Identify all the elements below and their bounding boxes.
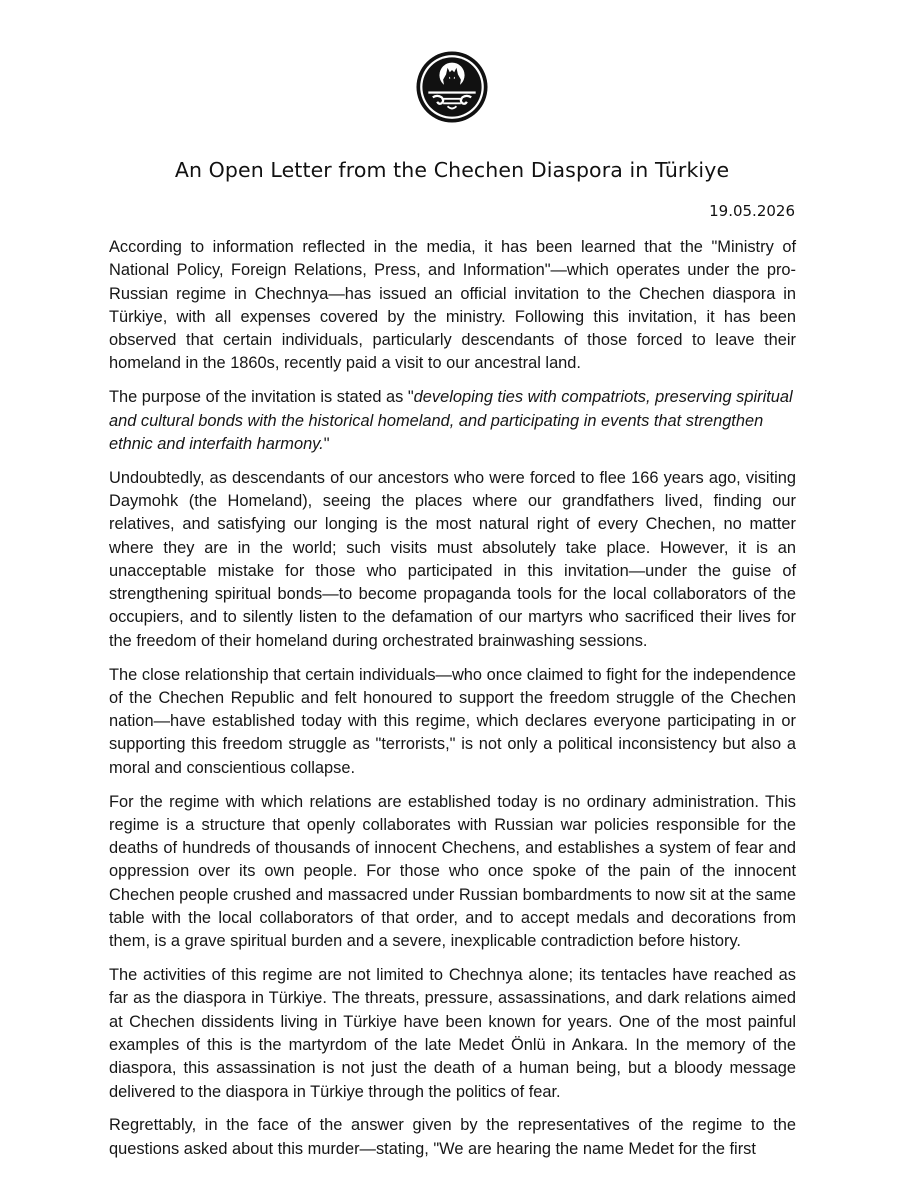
letter-date: 19.05.2026	[709, 202, 795, 220]
chechen-wolf-emblem-icon	[415, 50, 489, 124]
paragraph-1: According to information reflected in the media, it has been learned that the "Ministry of National Policy, Foreign Relations, Press, and Information"—which operates under the pro-Russian regime in Chechnya—has issued an official invitation to the Chechen diaspora in Türkiye, with all expenses covered by the ministry. Following this invitation, it has been observed that certain individuals, particularly descendants of those forced to leave their homeland in the 1860s, recently paid a visit to our ancestral land.	[109, 238, 796, 373]
letter-body	[109, 236, 796, 1171]
paragraph-2-quote: developing ties with compatriots, preserving spiritual and cultural bonds with the historical homeland, and participating in events that strengthen ethnic and interfaith harmony.	[109, 388, 793, 453]
paragraph-2-tail: "	[323, 434, 330, 453]
paragraph-4: The close relationship that certain individuals—who once claimed to fight for the independence of the Chechen Republic and felt honoured to support the freedom struggle of the Chechen nation—have established today with this regime, which declares everyone participating in or supporting this freedom struggle as "terrorists," is not only a political inconsistency but also a moral and conscientious collapse.	[109, 665, 796, 777]
paragraph-6: The activities of this regime are not limited to Chechnya alone; its tentacles have reached as far as the diaspora in Türkiye. The threats, pressure, assassinations, and dark relations aimed at Chechen dissidents living in Türkiye have been known for years. One of the most painful examples of this is the martyrdom of the late Medet Önlü in Ankara. In the memory of the diaspora, this assassination is not just the death of a human being, but a bloody message delivered to the diaspora in Türkiye through the politics of fear.	[109, 966, 796, 1101]
paragraph-7: Regrettably, in the face of the answer given by the representatives of the regime to the questions asked about this murder—stating, "We are hearing the name Medet for the first	[109, 1116, 796, 1158]
paragraph-5: For the regime with which relations are established today is no ordinary administration. This regime is a structure that openly collaborates with Russian war policies responsible for the deaths of hundreds of thousands of innocent Chechens, and establishes a system of fear and oppression over its own people. For those who once spoke of the pain of the innocent Chechen people crushed and massacred under Russian bombardments to now sit at the same table with the local collaborators of that order, and to accept medals and decorations from them, is a grave spiritual burden and a severe, inexplicable contradiction before history.	[109, 792, 796, 951]
letter-title: An Open Letter from the Chechen Diaspora in Türkiye	[174, 158, 730, 182]
paragraph-3: Undoubtedly, as descendants of our ancestors who were forced to flee 166 years ago, visiting Daymohk (the Homeland), seeing the places where our grandfathers lived, finding our relatives, and satisfying our longing is the most natural right of every Chechen, no matter where they are in the world; such visits must absolutely take place. However, it is an unacceptable mistake for those who participated in this invitation—under the guise of strengthening spiritual bonds—to become propaganda tools for the local collaborators of the occupiers, and to silently listen to the defamation of our martyrs who sacrificed their lives for the freedom of their homeland during orchestrated brainwashing sessions.	[109, 468, 796, 650]
paragraph-2-lead: The purpose of the invitation is stated as "	[109, 388, 414, 407]
paragraph-2	[109, 386, 796, 456]
